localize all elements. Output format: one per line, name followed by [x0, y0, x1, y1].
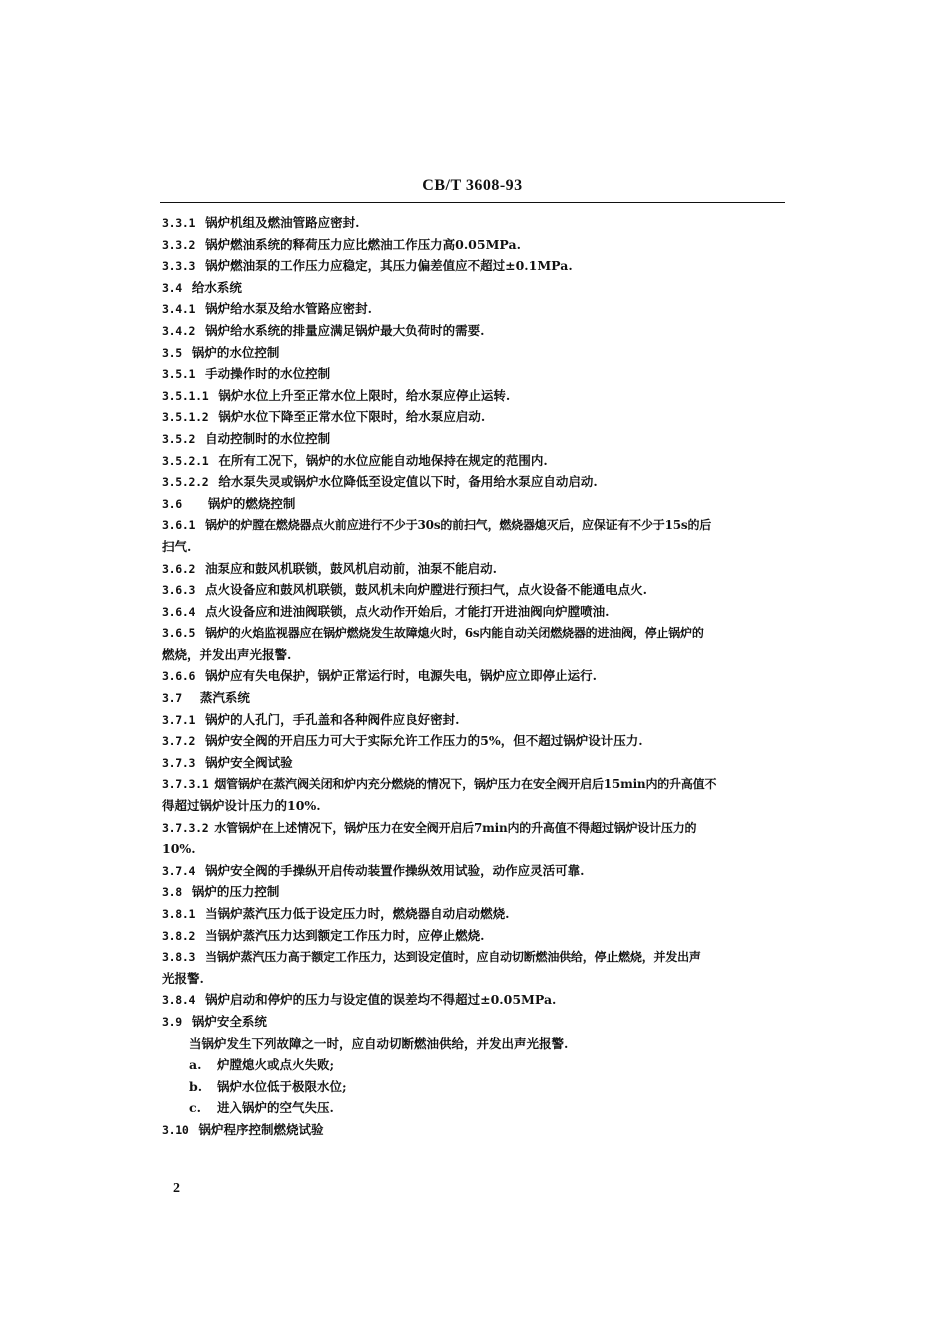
header-rule	[160, 202, 785, 203]
section-heading: 锅炉的燃烧控制	[207, 495, 296, 511]
list-marker: a.	[189, 1057, 202, 1073]
clause-number: 3.5.1.1	[162, 388, 209, 403]
clause-3-7-1	[162, 709, 786, 731]
list-item-text: 锅炉水位低于极限水位;	[217, 1078, 347, 1094]
clause-text: 锅炉应有失电保护，锅炉正常运行时，电源失电，锅炉应立即停止运行.	[205, 668, 597, 684]
clause-text: 自动控制时的水位控制	[205, 430, 331, 446]
clause-3-6-1-cont	[162, 536, 786, 558]
clause-3-5-1	[162, 363, 786, 385]
clause-text: 锅炉燃油系统的释荷压力应比燃油工作压力高0.05MPa.	[205, 236, 521, 252]
document-body	[162, 212, 786, 1141]
list-item-text: 进入锅炉的空气失压.	[217, 1100, 334, 1116]
clause-number: 3.7.3	[162, 755, 196, 770]
clause-3-6-6	[162, 665, 786, 687]
section-heading: 锅炉安全系统	[191, 1013, 267, 1029]
clause-3-7-4	[162, 860, 786, 882]
clause-text: 在所有工况下，锅炉的水位应能自动地保持在规定的范围内.	[218, 452, 548, 468]
clause-number: 3.3.1	[162, 216, 196, 230]
list-item-a	[162, 1054, 786, 1076]
section-3-6	[162, 493, 786, 515]
clause-3-7-3-1-cont	[162, 795, 786, 817]
section-heading: 锅炉的压力控制	[191, 884, 280, 900]
clause-3-7-3-2	[162, 817, 786, 839]
section-3-7	[162, 687, 786, 709]
clause-text: 手动操作时的水位控制	[205, 366, 331, 382]
clause-3-3-1	[162, 212, 786, 234]
clause-text: 锅炉的人孔门，手孔盖和各种阀件应良好密封.	[205, 711, 460, 727]
list-item-text: 炉膛熄火或点火失败;	[217, 1057, 335, 1073]
clause-number: 3.6.2	[162, 561, 196, 576]
clause-3-5-1-1	[162, 385, 786, 407]
clause-text: 锅炉水位下降至正常水位下限时，给水泵应启动.	[218, 409, 486, 425]
clause-number: 3.4.2	[162, 323, 196, 338]
standard-code-header: CB/T 3608-93	[422, 177, 523, 194]
clause-number: 3.7.1	[162, 712, 196, 727]
clause-3-4-2	[162, 320, 786, 342]
clause-number: 3.6.5	[162, 626, 196, 641]
clause-3-8-2	[162, 925, 786, 947]
clause-3-7-2	[162, 730, 786, 752]
clause-text: 锅炉燃油泵的工作压力应稳定，其压力偏差值应不超过±0.1MPa.	[205, 258, 573, 274]
list-item-c	[162, 1097, 786, 1119]
clause-text-continued: 扫气.	[162, 538, 192, 554]
clause-text: 锅炉启动和停炉的压力与设定值的误差均不得超过±0.05MPa.	[205, 992, 557, 1008]
clause-3-4-1	[162, 298, 786, 320]
clause-number: 3.8.4	[162, 993, 196, 1008]
clause-number: 3.3.2	[162, 237, 196, 252]
clause-number: 3.6	[162, 496, 182, 511]
clause-number: 3.7.3.1	[162, 777, 209, 792]
clause-3-6-2	[162, 558, 786, 580]
list-marker: c.	[189, 1100, 201, 1116]
clause-text: 油泵应和鼓风机联锁，鼓风机启动前，油泵不能启动.	[205, 560, 497, 576]
clause-text-continued: 光报警.	[162, 970, 204, 986]
clause-number: 3.3.3	[162, 259, 196, 274]
clause-text: 锅炉安全阀的开启压力可大于实际允许工作压力的5%，但不超过锅炉设计压力.	[205, 733, 643, 749]
section-heading: 锅炉程序控制燃烧试验	[198, 1121, 324, 1137]
clause-3-5-1-2	[162, 406, 786, 428]
clause-text: 当锅炉蒸汽压力低于设定压力时，燃烧器自动启动燃烧.	[205, 906, 510, 921]
clause-text: 当锅炉发生下列故障之一时，应自动切断燃油供给，并发出声光报警.	[189, 1035, 569, 1051]
clause-number: 3.6.3	[162, 583, 196, 598]
list-item-b	[162, 1076, 786, 1098]
clause-number: 3.5	[162, 345, 182, 360]
section-3-10	[162, 1119, 786, 1141]
clause-3-8-3-cont	[162, 968, 786, 990]
clause-number: 3.8.1	[162, 907, 196, 921]
clause-3-8-4	[162, 989, 786, 1011]
section-3-4	[162, 277, 786, 299]
clause-text: 锅炉给水泵及给水管路应密封.	[205, 301, 372, 317]
section-3-9	[162, 1011, 786, 1033]
clause-3-6-4	[162, 601, 786, 623]
clause-3-5-2	[162, 428, 786, 450]
section-3-8	[162, 881, 786, 903]
clause-text-continued: 得超过锅炉设计压力的10%.	[162, 798, 321, 814]
clause-text: 烟管锅炉在蒸汽阀关闭和炉内充分燃烧的情况下，锅炉压力在安全阀开启后15min内的升高值不	[214, 777, 717, 792]
clause-3-9-intro	[162, 1033, 786, 1055]
clause-text: 锅炉机组及燃油管路应密封.	[205, 215, 360, 230]
clause-number: 3.4.1	[162, 302, 196, 317]
clause-3-3-2	[162, 234, 786, 256]
clause-text-continued: 10%.	[162, 841, 196, 857]
clause-number: 3.7.4	[162, 863, 196, 878]
clause-number: 3.5.1.2	[162, 410, 209, 425]
clause-number: 3.5.2	[162, 431, 196, 446]
clause-3-7-3-2-cont	[162, 838, 786, 860]
clause-3-6-5-cont	[162, 644, 786, 666]
clause-3-3-3	[162, 255, 786, 277]
section-heading: 锅炉的水位控制	[191, 344, 280, 360]
clause-number: 3.7.3.2	[162, 820, 209, 835]
clause-number: 3.4	[162, 280, 182, 295]
clause-number: 3.5.2.1	[162, 453, 209, 468]
clause-3-8-3	[162, 946, 786, 968]
clause-number: 3.8.2	[162, 928, 196, 943]
section-heading: 给水系统	[191, 279, 242, 295]
clause-3-5-2-1	[162, 450, 786, 472]
clause-text-continued: 燃烧，并发出声光报警.	[162, 646, 292, 662]
clause-number: 3.7	[162, 691, 182, 706]
clause-3-8-1	[162, 903, 786, 925]
clause-text: 锅炉安全阀试验	[205, 754, 293, 770]
clause-3-7-3-1	[162, 773, 786, 795]
clause-text: 锅炉的火焰监视器应在锅炉燃烧发生故障熄火时，6s内能自动关闭燃烧器的进油阀，停止锅炉的	[205, 626, 704, 641]
clause-number: 3.5.2.2	[162, 475, 209, 490]
clause-3-7-3	[162, 752, 786, 774]
clause-number: 3.5.1	[162, 367, 196, 382]
page-number: 2	[173, 1181, 180, 1196]
clause-3-6-5	[162, 622, 786, 644]
clause-text: 锅炉给水系统的排量应满足锅炉最大负荷时的需要.	[205, 322, 485, 338]
clause-number: 3.8.3	[162, 950, 196, 965]
clause-number: 3.7.2	[162, 734, 196, 749]
clause-text: 点火设备应和鼓风机联锁，鼓风机未向炉膛进行预扫气，点火设备不能通电点火.	[205, 582, 647, 598]
clause-text: 锅炉的炉膛在燃烧器点火前应进行不少于30s的前扫气，燃烧器熄灭后，应保证有不少于15s的后	[205, 518, 712, 533]
clause-text: 锅炉安全阀的手操纵开启传动装置作操纵效用试验，动作应灵活可靠.	[205, 862, 585, 878]
clause-text: 水管锅炉在上述情况下，锅炉压力在安全阀开启后7min内的升高值不得超过锅炉设计压力的	[214, 820, 697, 835]
clause-number: 3.10	[162, 1122, 189, 1137]
clause-text: 当锅炉蒸汽压力高于额定工作压力，达到设定值时，应自动切断燃油供给，停止燃烧，并发出声	[205, 950, 701, 965]
section-3-5	[162, 342, 786, 364]
clause-number: 3.6.1	[162, 518, 196, 533]
clause-text: 点火设备应和进油阀联锁，点火动作开始后，才能打开进油阀向炉膛喷油.	[205, 603, 610, 619]
list-marker: b.	[189, 1078, 203, 1094]
clause-text: 给水泵失灵或锅炉水位降低至设定值以下时，备用给水泵应自动启动.	[218, 474, 598, 490]
clause-3-6-1	[162, 514, 786, 536]
clause-number: 3.8	[162, 885, 182, 900]
clause-number: 3.9	[162, 1014, 182, 1029]
clause-3-5-2-2	[162, 471, 786, 493]
clause-number: 3.6.6	[162, 669, 196, 684]
section-heading: 蒸汽系统	[199, 690, 250, 706]
clause-number: 3.6.4	[162, 604, 196, 619]
clause-text: 当锅炉蒸汽压力达到额定工作压力时，应停止燃烧.	[205, 927, 485, 943]
clause-text: 锅炉水位上升至正常水位上限时，给水泵应停止运转.	[218, 387, 511, 403]
clause-3-6-3	[162, 579, 786, 601]
